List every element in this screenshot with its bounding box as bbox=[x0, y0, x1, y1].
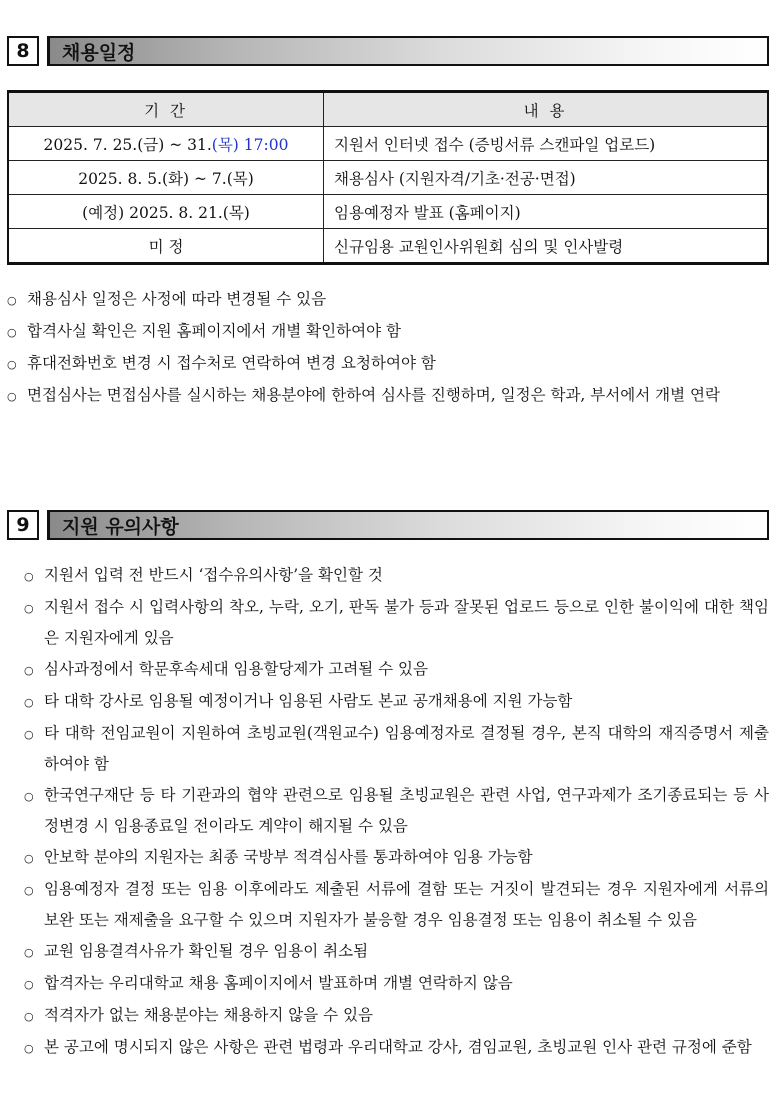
list-item: ○ 심사과정에서 학문후속세대 임용할당제가 고려될 수 있음 bbox=[24, 654, 769, 686]
content-cell: 채용심사 (지원자격/기초·전공·면접) bbox=[324, 161, 769, 195]
table-row bbox=[8, 195, 768, 229]
column-header-content: 내 용 bbox=[324, 92, 769, 127]
circle-bullet-icon: ○ bbox=[24, 696, 34, 709]
section-number: 8 bbox=[7, 36, 39, 66]
section-8-header bbox=[7, 36, 769, 68]
section-number: 9 bbox=[7, 510, 39, 540]
circle-bullet-icon: ○ bbox=[24, 570, 34, 583]
circle-bullet-icon: ○ bbox=[24, 1010, 34, 1023]
circle-bullet-icon: ○ bbox=[24, 1042, 34, 1055]
period-cell: (예정) 2025. 8. 21.(목) bbox=[8, 195, 324, 229]
table-header-row bbox=[8, 92, 768, 127]
circle-bullet-icon: ○ bbox=[7, 326, 17, 339]
column-header-period: 기 간 bbox=[8, 92, 324, 127]
list-item: ○ 채용심사 일정은 사정에 따라 변경될 수 있음 bbox=[7, 284, 769, 316]
circle-bullet-icon: ○ bbox=[24, 790, 34, 803]
deadline-highlight: (목) 17:00 bbox=[211, 135, 289, 154]
list-item: ○ 지원서 접수 시 입력사항의 착오, 누락, 오기, 판독 불가 등과 잘못된 업로드 등으로 인한 불이익에 대한 책임은 지원자에게 있음 bbox=[24, 592, 769, 654]
table-row bbox=[8, 229, 768, 264]
schedule-table bbox=[7, 90, 769, 265]
section-title: 지원 유의사항 bbox=[47, 510, 769, 540]
list-item: ○ 타 대학 전임교원이 지원하여 초빙교원(객원교수) 임용예정자로 결정될 경우, 본직 대학의 재직증명서 제출하여야 함 bbox=[24, 718, 769, 780]
list-item: ○ 교원 임용결격사유가 확인될 경우 임용이 취소됨 bbox=[24, 936, 769, 968]
circle-bullet-icon: ○ bbox=[7, 390, 17, 403]
circle-bullet-icon: ○ bbox=[7, 358, 17, 371]
period-cell: 미 정 bbox=[8, 229, 324, 264]
content-cell: 임용예정자 발표 (홈페이지) bbox=[324, 195, 769, 229]
section-9-header bbox=[7, 510, 769, 542]
content-cell: 신규임용 교원인사위원회 심의 및 인사발령 bbox=[324, 229, 769, 264]
circle-bullet-icon: ○ bbox=[24, 664, 34, 677]
list-item: ○ 면접심사는 면접심사를 실시하는 채용분야에 한하여 심사를 진행하며, 일정은 학과, 부서에서 개별 연락 bbox=[7, 380, 769, 412]
table-row bbox=[8, 127, 768, 161]
circle-bullet-icon: ○ bbox=[24, 946, 34, 959]
period-cell: 2025. 8. 5.(화) ~ 7.(목) bbox=[8, 161, 324, 195]
list-item: ○ 합격사실 확인은 지원 홈페이지에서 개별 확인하여야 함 bbox=[7, 316, 769, 348]
list-item: ○ 합격자는 우리대학교 채용 홈페이지에서 발표하며 개별 연락하지 않음 bbox=[24, 968, 769, 1000]
list-item: ○ 적격자가 없는 채용분야는 채용하지 않을 수 있음 bbox=[24, 1000, 769, 1032]
section-9-notes bbox=[24, 560, 769, 1064]
list-item: ○ 타 대학 강사로 임용될 예정이거나 임용된 사람도 본교 공개채용에 지원 가능함 bbox=[24, 686, 769, 718]
circle-bullet-icon: ○ bbox=[7, 294, 17, 307]
list-item: ○ 안보학 분야의 지원자는 최종 국방부 적격심사를 통과하여야 임용 가능함 bbox=[24, 842, 769, 874]
list-item: ○ 한국연구재단 등 타 기관과의 협약 관련으로 임용될 초빙교원은 관련 사업, 연구과제가 조기종료되는 등 사정변경 시 임용종료일 전이라도 계약이 해지될 수 있음 bbox=[24, 780, 769, 842]
list-item: ○ 휴대전화번호 변경 시 접수처로 연락하여 변경 요청하여야 함 bbox=[7, 348, 769, 380]
content-cell: 지원서 인터넷 접수 (증빙서류 스캔파일 업로드) bbox=[324, 127, 769, 161]
circle-bullet-icon: ○ bbox=[24, 728, 34, 741]
list-item: ○ 지원서 입력 전 반드시 ‘접수유의사항’을 확인할 것 bbox=[24, 560, 769, 592]
table-row bbox=[8, 161, 768, 195]
circle-bullet-icon: ○ bbox=[24, 602, 34, 615]
section-8-notes bbox=[7, 284, 769, 412]
list-item: ○ 임용예정자 결정 또는 임용 이후에라도 제출된 서류에 결함 또는 거짓이 발견되는 경우 지원자에게 서류의 보완 또는 재제출을 요구할 수 있으며 지원자가 불응할 경우 임용결정 또는 임용이 취소될 수 있음 bbox=[24, 874, 769, 936]
circle-bullet-icon: ○ bbox=[24, 978, 34, 991]
section-title: 채용일정 bbox=[47, 36, 769, 66]
list-item: ○ 본 공고에 명시되지 않은 사항은 관련 법령과 우리대학교 강사, 겸임교원, 초빙교원 인사 관련 규정에 준함 bbox=[24, 1032, 769, 1064]
circle-bullet-icon: ○ bbox=[24, 884, 34, 897]
period-cell: 2025. 7. 25.(금) ~ 31.(목) 17:00 bbox=[8, 127, 324, 161]
circle-bullet-icon: ○ bbox=[24, 852, 34, 865]
